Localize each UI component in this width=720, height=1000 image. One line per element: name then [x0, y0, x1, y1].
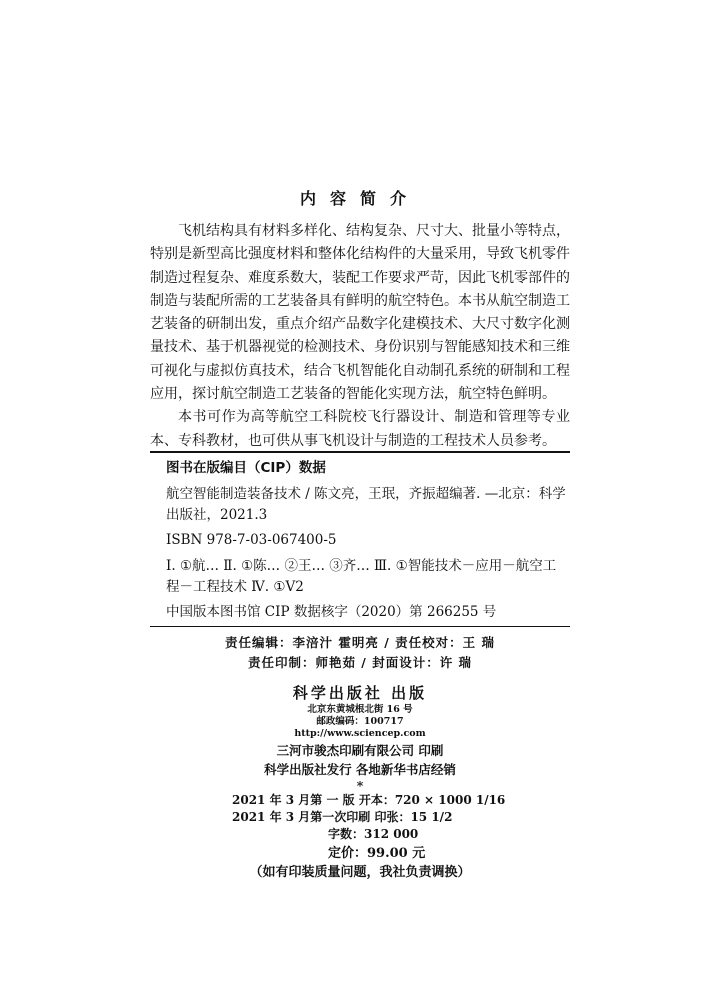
publisher-url: http://www.sciencep.com [294, 728, 426, 739]
price: 定价：99.00 元 [328, 846, 426, 861]
cip-bottom-rule [150, 626, 570, 627]
intro-paragraph-2: 本书可作为高等航空工科院校飞行器设计、制造和管理等专业本、专科教材，也可供从事飞机设计与制造的工程技术人员参考。 [150, 409, 570, 449]
printing-line: 2021 年 3 月第一次印刷 印张：15 1/2 [232, 810, 453, 824]
distribution-line: 科学出版社发行 各地新华书店经销 [264, 762, 456, 777]
publisher-line [150, 682, 570, 703]
quality-notice: （如有印装质量问题，我社负责调换） [249, 865, 471, 880]
cip-isbn: ISBN 978-7-03-067400-5 [166, 532, 337, 548]
publisher-name: 科学出版社 [292, 684, 383, 702]
intro-section [150, 220, 570, 453]
printer-line: 三河市骏杰印刷有限公司 印刷 [276, 743, 444, 758]
page-title: 内容简介 [299, 189, 420, 208]
cip-classification: Ⅰ. ①航… Ⅱ. ①陈… ②王… ③齐… Ⅲ. ①智能技术－应用－航空工程－工程技术 Ⅳ. ①V2 [166, 558, 557, 595]
word-count: 字数：312 000 [328, 827, 419, 841]
credits-editors: 责任编辑：李涪汁 霍明亮 / 责任校对：王 瑞 [225, 635, 495, 650]
cip-heading: 图书在版编目（CIP）数据 [166, 460, 326, 476]
edition-line: 2021 年 3 月第 一 版 开本：720 × 1000 1/16 [232, 793, 506, 807]
publisher-suffix: 出版 [391, 684, 428, 702]
cip-catalog-entry: 航空智能制造装备技术 / 陈文亮，王珉，齐振超编著. —北京：科学出版社，2021.3 [166, 486, 566, 523]
separator-asterisk: * [356, 778, 364, 793]
cip-record-number: 中国版本图书馆 CIP 数据核字（2020）第 266255 号 [166, 604, 497, 620]
cip-top-rule [150, 451, 570, 453]
intro-paragraph-1: 飞机结构具有材料多样化、结构复杂、尺寸大、批量小等特点，特别是新型高比强度材料和整体化结构件的大量采用，导致飞机零件制造过程复杂、难度系数大，装配工作要求严苛，因此飞机零部件的制造与装配所需的工艺装备具有鲜明的航空特色。本书从航空制造工艺装备的研制出发，重点介绍产品数字化建模技术、大尺寸数字化测量技术、基于机器视觉的检测技术、身份识别与智能感知技术和三维可视化与虚拟仿真技术，结合飞机智能化自动制孔系统的研制和工程应用，探讨航空制造工艺装备的智能化实现方法，航空特色鲜明。 [150, 223, 570, 403]
credits-production: 责任印制：师艳茹 / 封面设计：许 瑞 [247, 655, 473, 670]
publisher-postcode: 邮政编码：100717 [316, 716, 404, 727]
publisher-address: 北京东黄城根北街 16 号 [307, 704, 413, 715]
